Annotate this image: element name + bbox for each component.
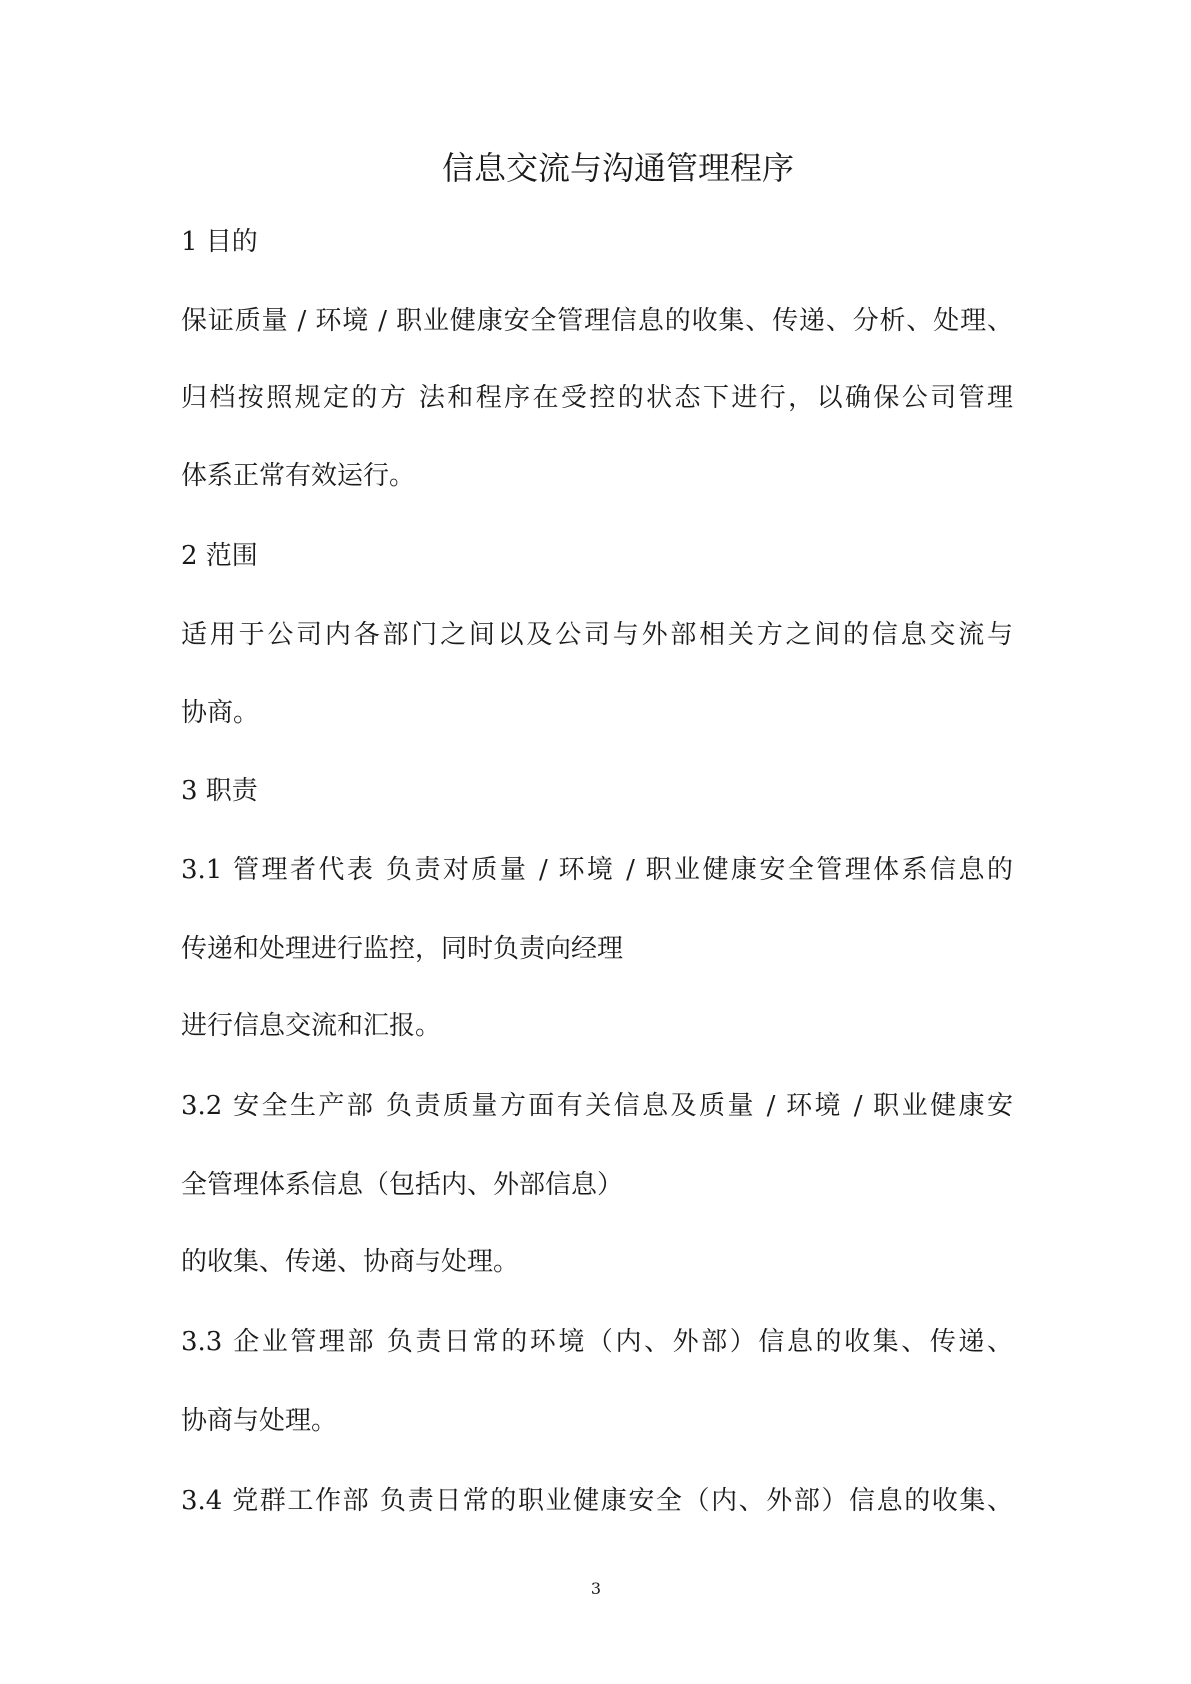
body-line: 归档按照规定的方 法和程序在受控的状态下进行，以确保公司管理 [181, 383, 1013, 413]
body-line: 适用于公司内各部门之间以及公司与外部相关方之间的信息交流与 [181, 620, 1013, 650]
document-title: 信息交流与沟通管理程序 [442, 149, 795, 187]
clause-3-3: 3.3 企业管理部 负责日常的环境（内、外部）信息的收集、传递、 [181, 1327, 1013, 1357]
section-heading-purpose: 1 目的 [181, 227, 258, 257]
page-number: 3 [590, 1579, 602, 1598]
body-line: 传递和处理进行监控，同时负责向经理 [181, 934, 624, 964]
section-heading-scope: 2 范围 [181, 541, 258, 571]
body-line: 协商与处理。 [181, 1406, 338, 1436]
clause-3-4: 3.4 党群工作部 负责日常的职业健康安全（内、外部）信息的收集、 [181, 1486, 1013, 1516]
body-line: 协商。 [181, 698, 260, 728]
body-line: 进行信息交流和汇报。 [181, 1011, 442, 1041]
body-line: 全管理体系信息（包括内、外部信息） [181, 1170, 624, 1200]
clause-3-1: 3.1 管理者代表 负责对质量 / 环境 / 职业健康安全管理体系信息的 [181, 855, 1013, 885]
body-line: 体系正常有效运行。 [181, 461, 416, 491]
section-heading-responsibilities: 3 职责 [181, 776, 258, 806]
body-line: 保证质量 / 环境 / 职业健康安全管理信息的收集、传递、分析、处理、 [181, 306, 1013, 336]
body-line: 的收集、传递、协商与处理。 [181, 1247, 520, 1277]
clause-3-2: 3.2 安全生产部 负责质量方面有关信息及质量 / 环境 / 职业健康安 [181, 1091, 1013, 1121]
